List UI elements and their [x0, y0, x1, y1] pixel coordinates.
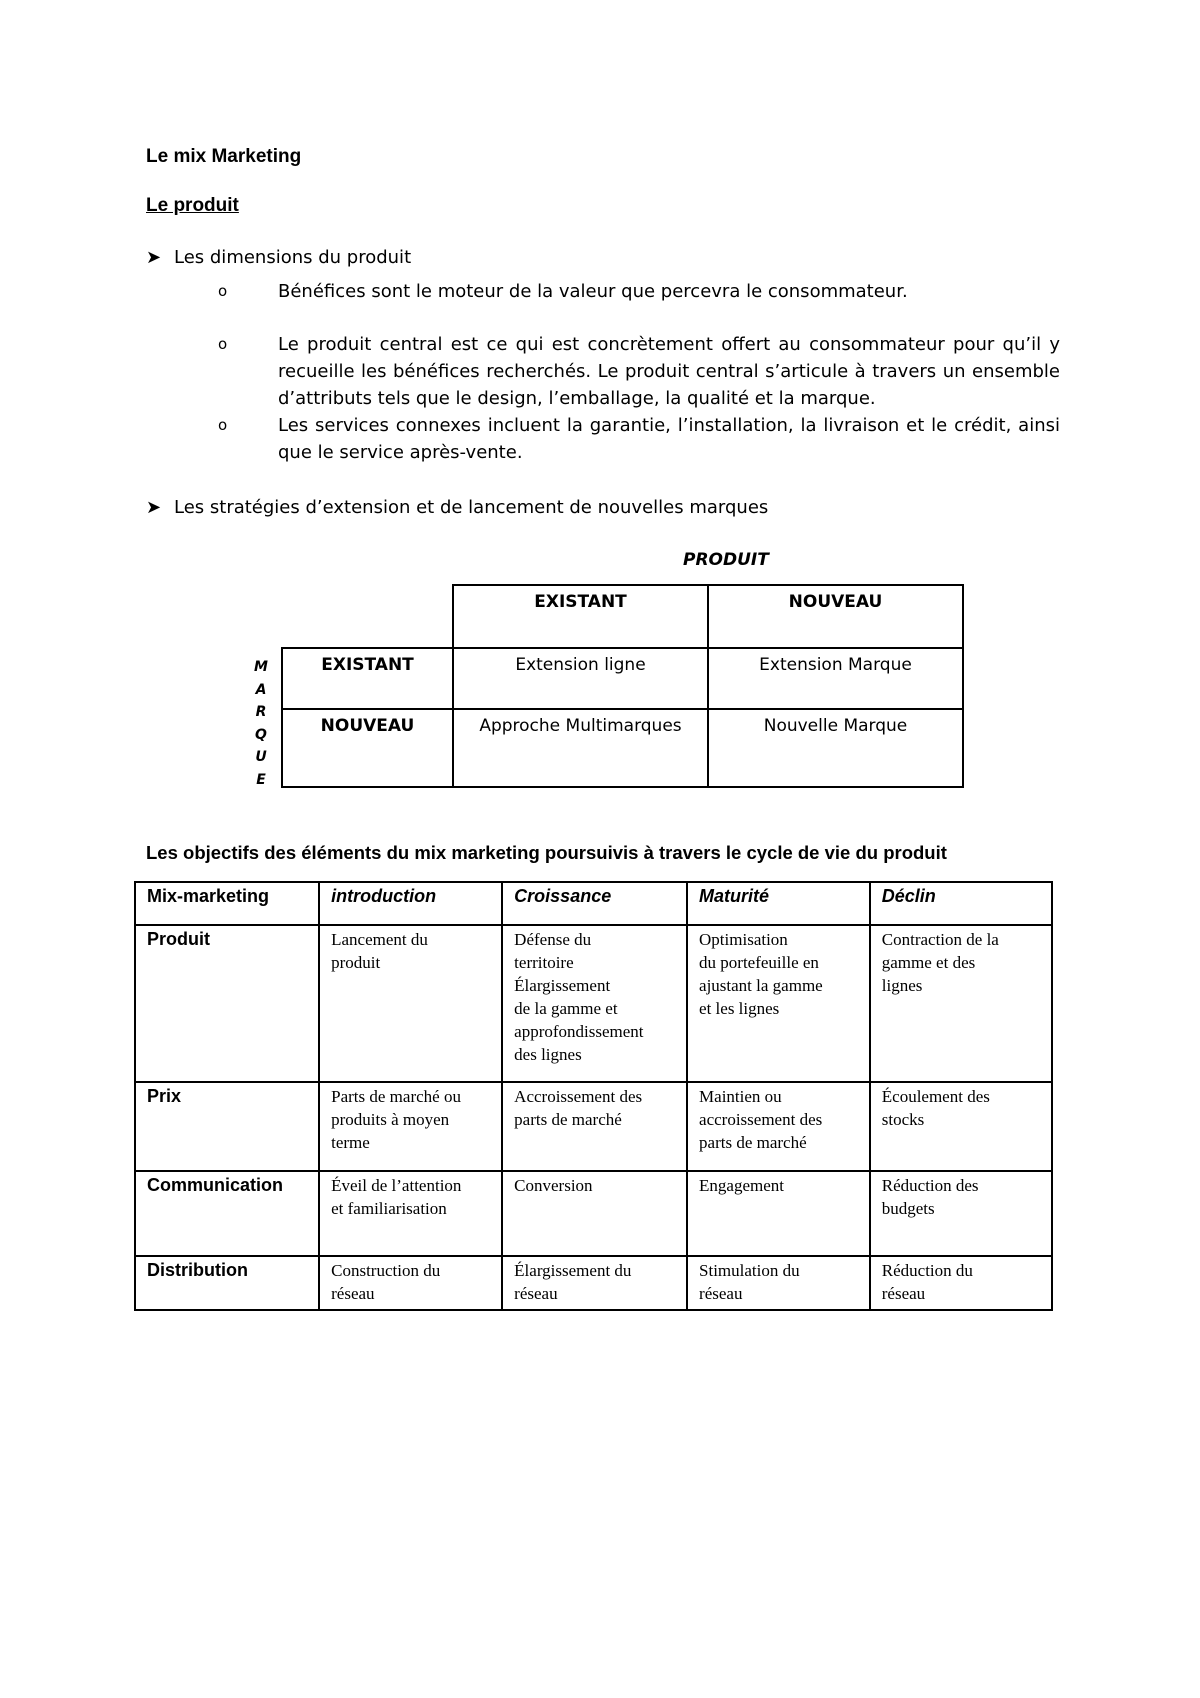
- table-row-header: Distribution: [135, 1256, 319, 1310]
- table-cell: [502, 1256, 687, 1310]
- section-title-produit: Le produit: [146, 195, 239, 216]
- table-row: [135, 925, 1052, 1082]
- table-row-header: Prix: [135, 1082, 319, 1171]
- axis-letter: R: [255, 704, 267, 720]
- sub-item-text: Les services connexes incluent la garantie, l’installation, la livraison et le crédit, ainsi que le service après-vente.: [278, 415, 1060, 463]
- cell-line: Stimulation du: [699, 1261, 800, 1280]
- sub-item-benefices: [218, 278, 1060, 305]
- sub-item-produit-central: [218, 331, 1060, 412]
- table-cell: [319, 925, 502, 1082]
- cell-line: budgets: [881, 1199, 935, 1218]
- table-cell: [870, 925, 1052, 1082]
- arrow-bullet-icon: ➤: [146, 247, 162, 268]
- matrix-cell: Extension Marque: [708, 648, 963, 709]
- objectives-title: Les objectifs des éléments du mix marketing poursuivis à travers le cycle de vie du produit: [146, 842, 947, 863]
- matrix-cell: Nouvelle Marque: [708, 709, 963, 787]
- table-cell: [870, 1082, 1052, 1171]
- axis-letter: E: [256, 771, 266, 788]
- table-cell: [687, 1082, 870, 1171]
- matrix-cell: Extension ligne: [453, 648, 708, 709]
- document-title: Le mix Marketing: [146, 146, 302, 167]
- axis-letter: A: [255, 681, 267, 698]
- cell-line: Défense du: [514, 930, 592, 949]
- cell-line: et familiarisation: [331, 1199, 447, 1218]
- cell-line: stocks: [881, 1110, 925, 1129]
- matrix-col-header: EXISTANT: [453, 585, 708, 648]
- table-corner-header: Mix-marketing: [135, 882, 319, 925]
- cell-line: Lancement du: [331, 930, 428, 949]
- cell-line: Engagement: [699, 1176, 784, 1195]
- matrix-col-header: NOUVEAU: [708, 585, 963, 648]
- table-header-row: [135, 882, 1052, 925]
- table-row: [135, 1256, 1052, 1310]
- cell-line: Construction du: [331, 1261, 441, 1280]
- table-row: [135, 1171, 1052, 1256]
- cell-line: produit: [331, 953, 381, 972]
- circle-bullet-icon: o: [218, 282, 228, 300]
- table-column-header: Maturité: [687, 882, 870, 925]
- cell-line: Optimisation: [699, 930, 788, 949]
- table-column-header: introduction: [319, 882, 502, 925]
- bullet-dimensions-text: Les dimensions du produit: [174, 247, 412, 268]
- table-cell: [319, 1171, 502, 1256]
- table-cell: [319, 1256, 502, 1310]
- axis-letter: M: [254, 659, 268, 675]
- cell-line: accroissement des: [699, 1110, 823, 1129]
- brand-product-matrix: [281, 584, 964, 788]
- table-cell: [502, 925, 687, 1082]
- cell-line: parts de marché: [514, 1110, 622, 1129]
- matrix-cell: Approche Multimarques: [453, 709, 708, 787]
- sub-item-text: Bénéfices sont le moteur de la valeur que percevra le consommateur.: [278, 281, 908, 302]
- cell-line: Élargissement du: [514, 1261, 632, 1280]
- axis-letter: Q: [255, 726, 267, 743]
- cell-line: terme: [331, 1133, 370, 1152]
- table-cell: [687, 925, 870, 1082]
- cell-line: territoire: [514, 953, 574, 972]
- matrix-column-axis-label: PRODUIT: [683, 550, 769, 570]
- table-column-header: Croissance: [502, 882, 687, 925]
- cell-line: et les lignes: [699, 999, 780, 1018]
- cell-line: Maintien ou: [699, 1087, 782, 1106]
- cell-line: réseau: [881, 1284, 926, 1303]
- cell-line: Élargissement: [514, 976, 611, 995]
- cell-line: des lignes: [514, 1045, 582, 1064]
- arrow-bullet-icon: ➤: [146, 497, 162, 518]
- cell-line: réseau: [331, 1284, 375, 1303]
- table-cell: [870, 1256, 1052, 1310]
- cell-line: Éveil de l’attention: [331, 1176, 462, 1195]
- bullet-strategies-text: Les stratégies d’extension et de lancement de nouvelles marques: [174, 497, 769, 518]
- cell-line: lignes: [881, 976, 923, 995]
- cell-line: approfondissement: [514, 1022, 644, 1041]
- matrix-row-axis-label: [252, 656, 270, 791]
- cell-line: Conversion: [514, 1176, 593, 1195]
- cell-line: réseau: [699, 1284, 743, 1303]
- bullet-dimensions: [146, 247, 411, 268]
- cell-line: Écoulement des: [881, 1087, 990, 1106]
- table-cell: [502, 1082, 687, 1171]
- table-cell: [687, 1171, 870, 1256]
- table-cell: [502, 1171, 687, 1256]
- sub-item-text: Le produit central est ce qui est concrètement offert au consommateur pour qu’il y recueille les bénéfices recherchés. Le produit central s’articule à travers un ensemble d’attributs tels que le design, l’emballage, la qualité et la marque.: [278, 334, 1060, 409]
- bullet-strategies: [146, 497, 768, 518]
- table-cell: [870, 1171, 1052, 1256]
- table-column-header: Déclin: [870, 882, 1052, 925]
- cell-line: Réduction du: [881, 1261, 973, 1280]
- matrix-row-header: NOUVEAU: [282, 709, 453, 787]
- circle-bullet-icon: o: [218, 335, 228, 353]
- cell-line: produits à moyen: [331, 1110, 450, 1129]
- cell-line: Réduction des: [881, 1176, 979, 1195]
- cell-line: parts de marché: [699, 1133, 807, 1152]
- cell-line: du portefeuille en: [699, 953, 819, 972]
- cell-line: ajustant la gamme: [699, 976, 823, 995]
- circle-bullet-icon: o: [218, 416, 228, 434]
- cell-line: réseau: [514, 1284, 558, 1303]
- table-row-header: Communication: [135, 1171, 319, 1256]
- matrix-row-header: EXISTANT: [282, 648, 453, 709]
- axis-letter: U: [255, 749, 267, 765]
- cell-line: Parts de marché ou: [331, 1087, 461, 1106]
- sub-item-services: [218, 412, 1060, 466]
- cell-line: gamme et des: [881, 953, 976, 972]
- cell-line: Accroissement des: [514, 1087, 643, 1106]
- table-cell: [319, 1082, 502, 1171]
- table-row: [135, 1082, 1052, 1171]
- life-cycle-table: [134, 881, 1053, 1311]
- cell-line: Contraction de la: [881, 930, 999, 949]
- cell-line: de la gamme et: [514, 999, 618, 1018]
- table-cell: [687, 1256, 870, 1310]
- table-row-header: Produit: [135, 925, 319, 1082]
- matrix-empty-corner: [282, 585, 453, 648]
